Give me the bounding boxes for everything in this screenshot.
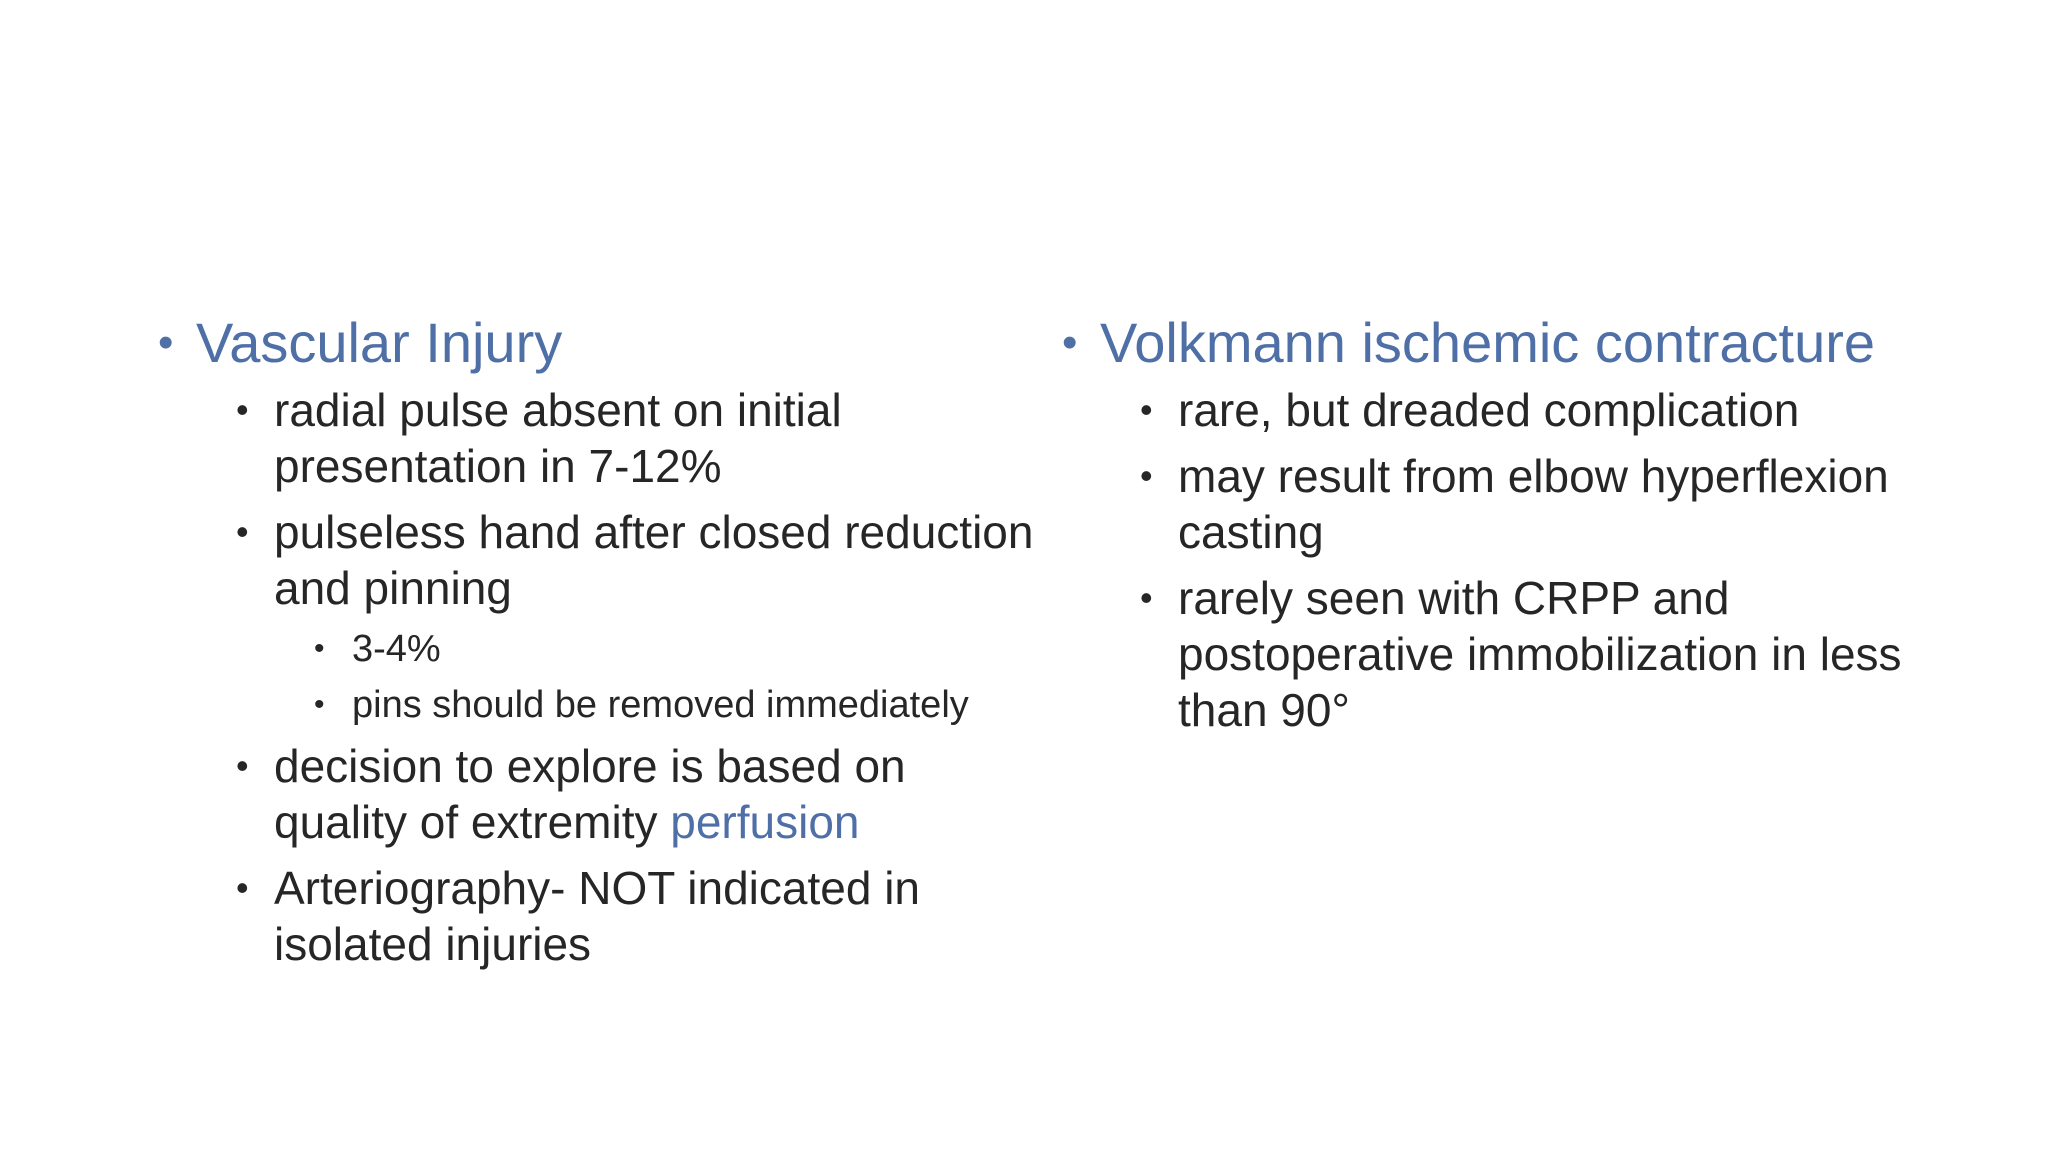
list-item-text-main: decision to explore is based on quality of extremity xyxy=(274,740,906,848)
sub-list-item xyxy=(314,682,1038,728)
bullet-icon: • xyxy=(314,632,325,665)
bullet-icon: • xyxy=(158,318,174,367)
list-item xyxy=(1140,448,1962,560)
sub-list-item xyxy=(314,626,1038,672)
list-item-text xyxy=(274,738,1038,850)
list-item xyxy=(236,382,1038,494)
list-item-text: may result from elbow hyperflexion casting xyxy=(1178,450,1889,558)
list-item-text: radial pulse absent on initial presentation in 7-12% xyxy=(274,384,842,492)
bullet-icon: • xyxy=(1062,318,1078,367)
bullet-icon: • xyxy=(236,867,249,908)
list-item-text: Arteriography- NOT indicated in isolated injuries xyxy=(274,862,920,970)
list-item xyxy=(236,504,1038,616)
list-item-text: rarely seen with CRPP and postoperative immobilization in less than 90° xyxy=(1178,572,1902,736)
left-column xyxy=(158,310,1038,982)
bullet-icon: • xyxy=(1140,455,1153,496)
sub-list-item-text: pins should be removed immediately xyxy=(352,684,969,726)
bullet-icon: • xyxy=(236,511,249,552)
highlight-perfusion: perfusion xyxy=(670,796,860,848)
bullet-icon: • xyxy=(314,688,325,721)
bullet-icon: • xyxy=(236,745,249,786)
list-item-text: pulseless hand after closed reduction and pinning xyxy=(274,506,1034,614)
heading-text: Volkmann ischemic contracture xyxy=(1100,311,1876,374)
list-item xyxy=(1140,570,1962,738)
list-item xyxy=(236,738,1038,850)
list-item xyxy=(1140,382,1962,438)
bullet-icon: • xyxy=(1140,577,1153,618)
list-item xyxy=(236,860,1038,972)
bullet-icon: • xyxy=(1140,389,1153,430)
bullet-icon: • xyxy=(236,389,249,430)
list-item-text: rare, but dreaded complication xyxy=(1178,384,1800,436)
heading-text: Vascular Injury xyxy=(196,311,563,374)
sub-list-item-text: 3-4% xyxy=(352,628,441,670)
heading-vascular-injury xyxy=(158,310,1038,376)
heading-volkmann xyxy=(1062,310,1962,376)
right-column xyxy=(1062,310,1962,748)
